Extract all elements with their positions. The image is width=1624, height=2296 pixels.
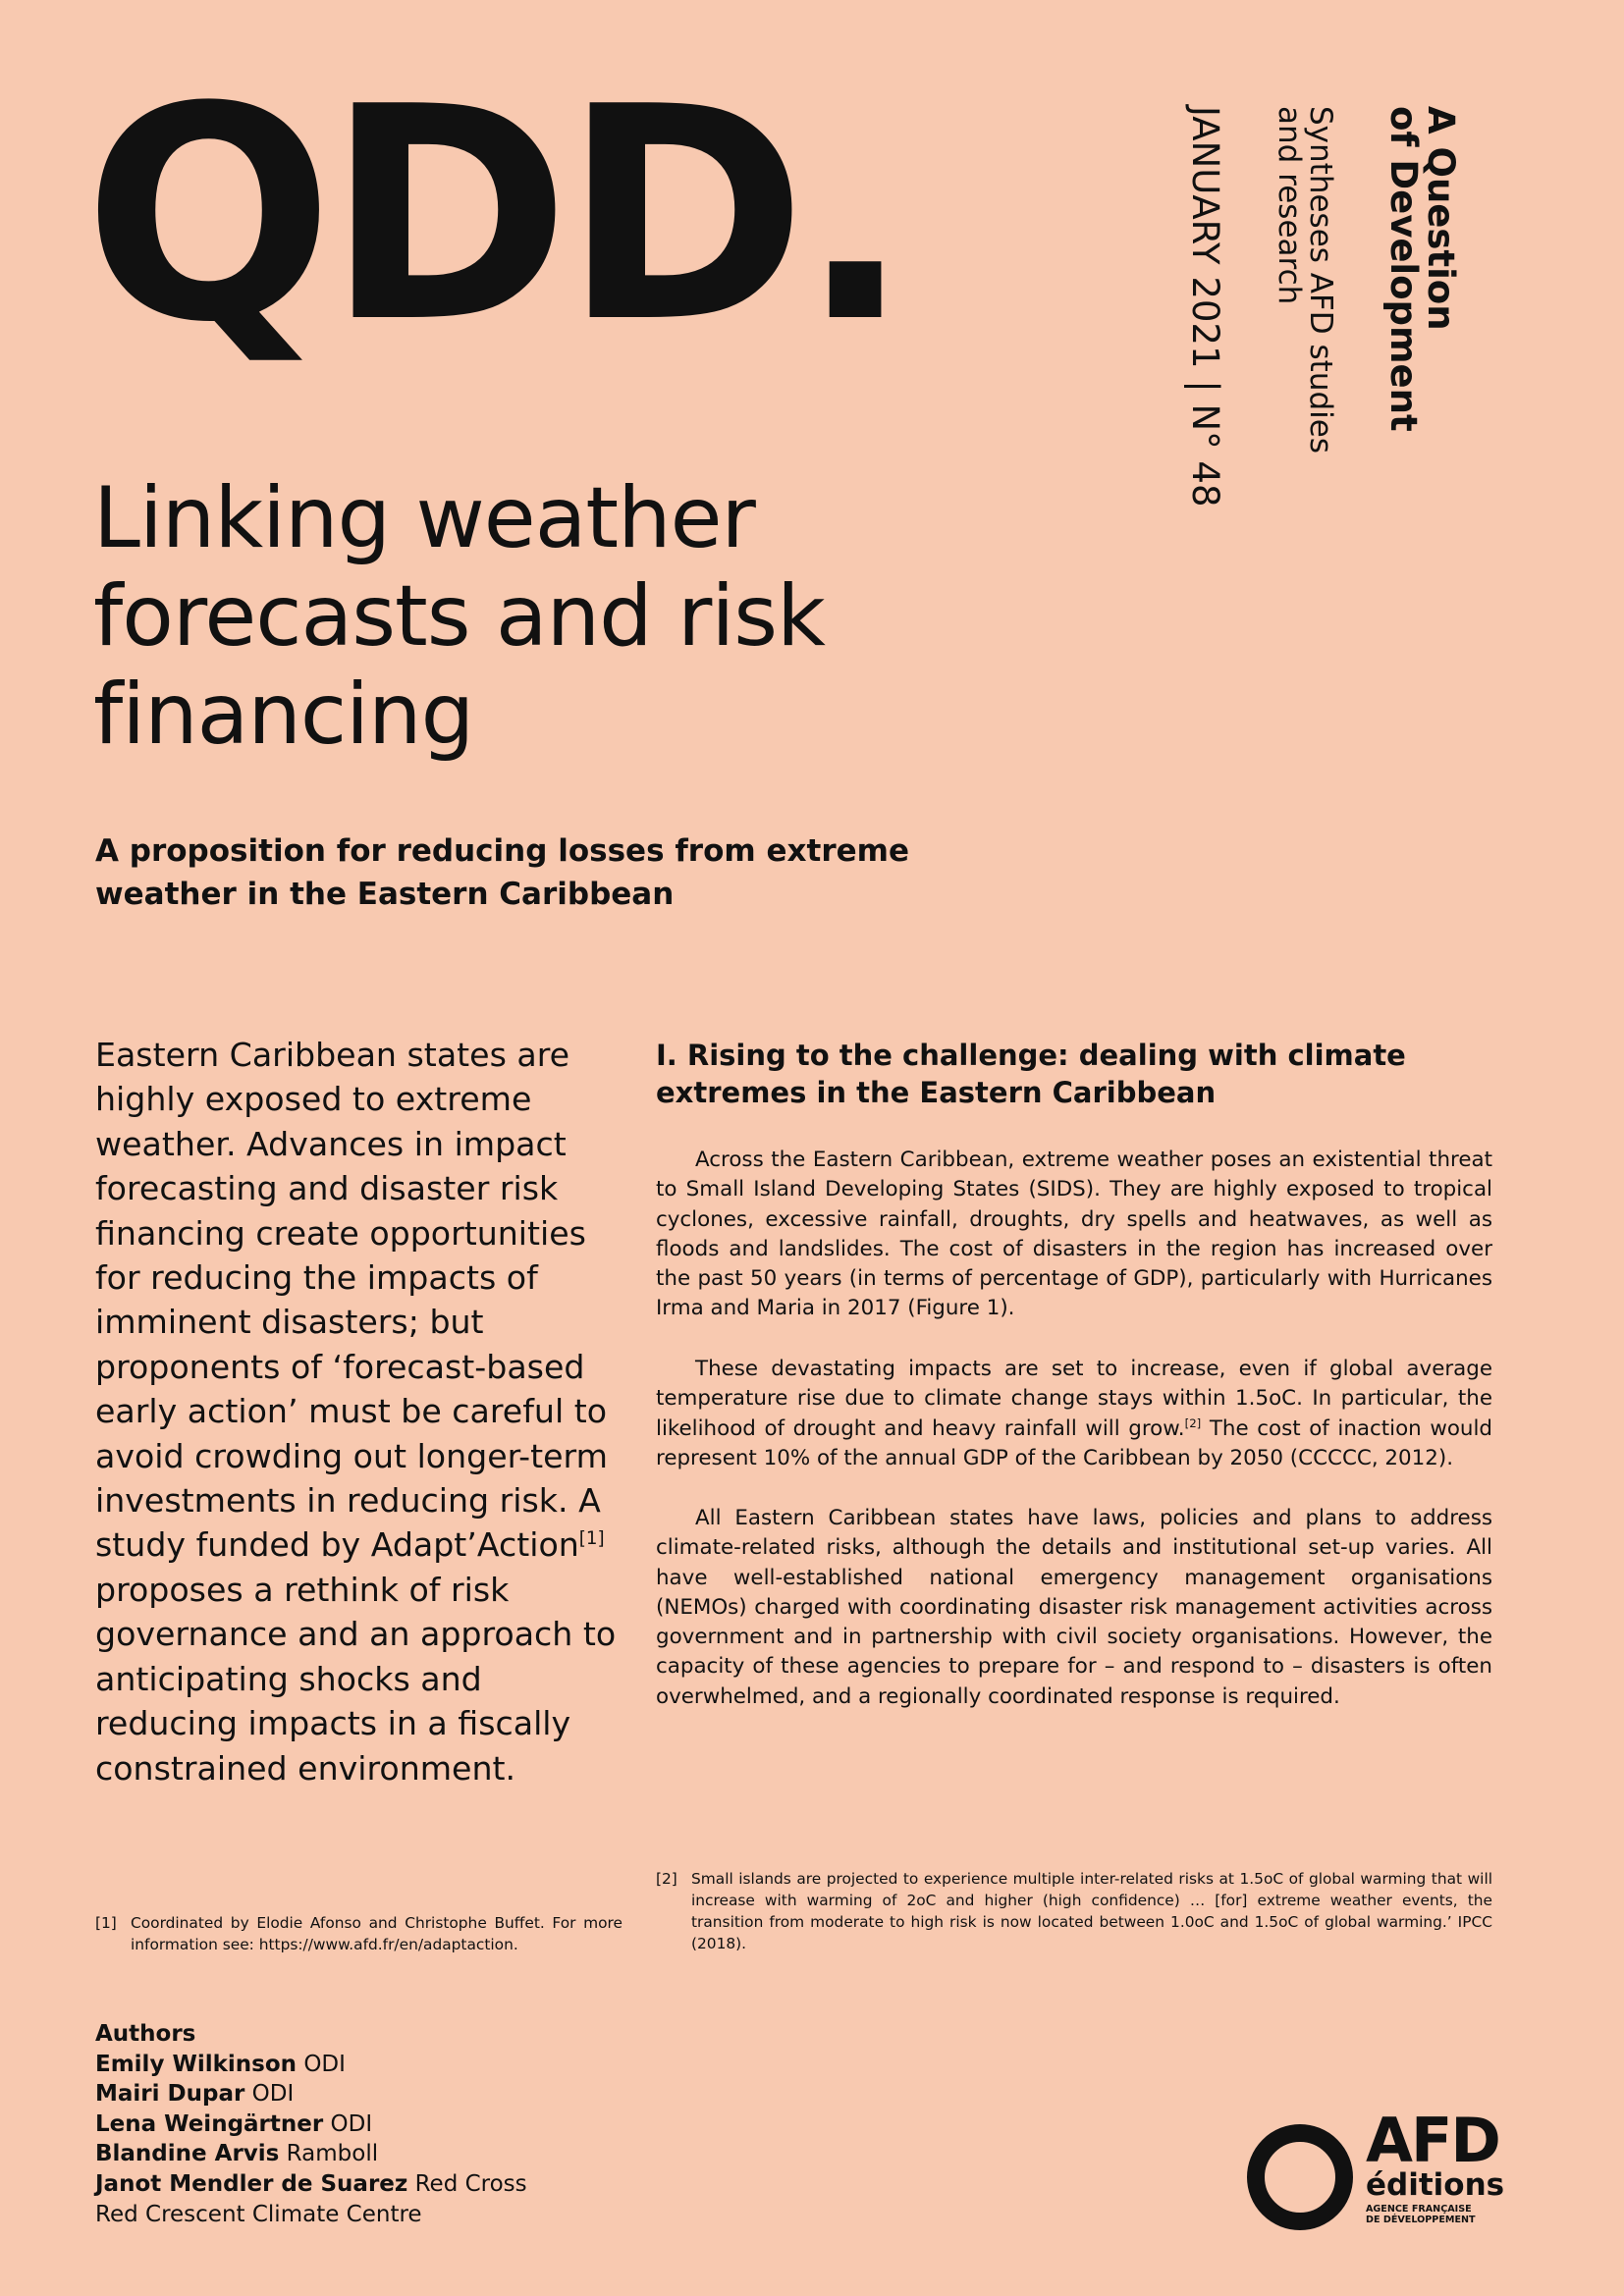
authors-heading: Authors	[95, 2021, 196, 2047]
issue-info: JANUARY 2021 | N° 48	[1184, 106, 1226, 507]
series-description	[1273, 106, 1336, 454]
section-heading-line: extremes in the Eastern Caribbean	[656, 1076, 1217, 1109]
series-title	[1382, 106, 1462, 432]
lead-paragraph	[95, 1033, 630, 1790]
series-title-line: of Development	[1382, 106, 1425, 432]
footnote-ref-1[interactable]: [1]	[578, 1528, 605, 1550]
section-heading-line: I. Rising to the challenge: dealing with climate	[656, 1039, 1406, 1072]
footnote-ref-2[interactable]: [2]	[1184, 1415, 1202, 1430]
subtitle-line: A proposition for reducing losses from extreme	[95, 833, 909, 869]
author-item: Emily Wilkinson ODI	[95, 2051, 346, 2077]
subtitle	[95, 829, 959, 916]
publisher-agency	[1366, 2204, 1476, 2225]
author-item: Mairi Dupar ODI	[95, 2081, 295, 2108]
footnote-1	[95, 1912, 623, 1955]
series-description-line: Syntheses AFD studies	[1303, 106, 1338, 454]
lead-text: Eastern Caribbean states are highly exposed to extreme weather. Advances in impact forecasting and disaster risk financing create opportunities for reducing the impacts of imminent disasters; but proponents of ‘forecast-based early action’ must be careful to avoid crowding out longer-term investments in reducing risk. A study funded by Adapt’Action	[95, 1036, 608, 1565]
body-paragraph: All Eastern Caribbean states have laws, policies and plans to address climate-related risks, although the details and institutional set-up varies. All have well-established national emergency management organisations (NEMOs) charged with coordinating disaster risk management activities across government and in partnership with civil society organisations. However, the capacity of these agencies to prepare for – and respond to – disasters is often overwhelmed, and a regionally coordinated response is required.	[656, 1506, 1492, 1709]
author-item: Lena Weingärtner ODI	[95, 2110, 373, 2137]
subtitle-line: weather in the Eastern Caribbean	[95, 877, 675, 912]
footnote-2	[656, 1868, 1492, 1954]
agency-line: AGENCE FRANÇAISE	[1366, 2204, 1472, 2215]
footnote-text: Small islands are projected to experience multiple inter-related risks at 1.5oC of global warming that will increase with warming of 2oC and higher (high confidence) … [for] extreme weather events, the transition from moderate to high risk is now located between 1.0oC and 1.5oC of global warming.’ IPCC (2018).	[691, 1870, 1492, 1952]
page-title-line: Linking weather	[93, 469, 755, 567]
page-title-line: financing	[93, 666, 474, 764]
author-item: Blandine Arvis Ramboll	[95, 2141, 379, 2167]
footnote-mark: [2]	[656, 1870, 677, 1888]
footnote-mark: [1]	[95, 1914, 117, 1932]
body-paragraph	[656, 1355, 1492, 1473]
afd-ring-icon	[1245, 2122, 1355, 2232]
section-heading	[656, 1037, 1520, 1111]
series-description-line: and research	[1272, 106, 1307, 305]
publisher-name: AFD	[1366, 2105, 1499, 2176]
author-item-continuation: Red Crescent Climate Centre	[95, 2201, 422, 2227]
body-paragraph: Across the Eastern Caribbean, extreme weather poses an existential threat to Small Island Developing States (SIDS). They are highly exposed to tropical cyclones, excessive rainfall, droughts, dry spells and heatwaves, as well as floods and landslides. The cost of disasters in the region has increased over the past 50 years (in terms of percentage of GDP), particularly with Hurricanes Irma and Maria in 2017 (Figure 1).	[656, 1148, 1492, 1321]
paragraph-text: These devastating impacts are set to increase, even if global average temperature rise due to climate change stays within 1.5oC. In particular, the likelihood of drought and heavy rainfall will grow.	[656, 1357, 1492, 1441]
paragraph-text: The cost of inaction would represent 10% of the annual GDP of the Caribbean by 2050 (CCCCC, 2012).	[656, 1415, 1492, 1470]
authors-block	[95, 2019, 684, 2229]
series-title-line: A Question	[1420, 106, 1462, 331]
lead-text: proposes a rethink of risk governance and an approach to anticipating shocks and reducing impacts in a fiscally constrained environment.	[95, 1570, 617, 1788]
agency-line: DE DÉVELOPPEMENT	[1366, 2215, 1476, 2225]
publisher-imprint: éditions	[1366, 2167, 1505, 2203]
page-title	[93, 469, 1056, 764]
footnote-text: Coordinated by Elodie Afonso and Christophe Buffet. For more information see: https://www.afd.fr/en/adaptaction.	[131, 1914, 623, 1953]
author-item: Janot Mendler de Suarez Red Cross	[95, 2170, 527, 2197]
qdd-logo: QDD.	[83, 44, 904, 387]
afd-logo	[1245, 2105, 1540, 2238]
page-title-line: forecasts and risk	[93, 567, 825, 666]
